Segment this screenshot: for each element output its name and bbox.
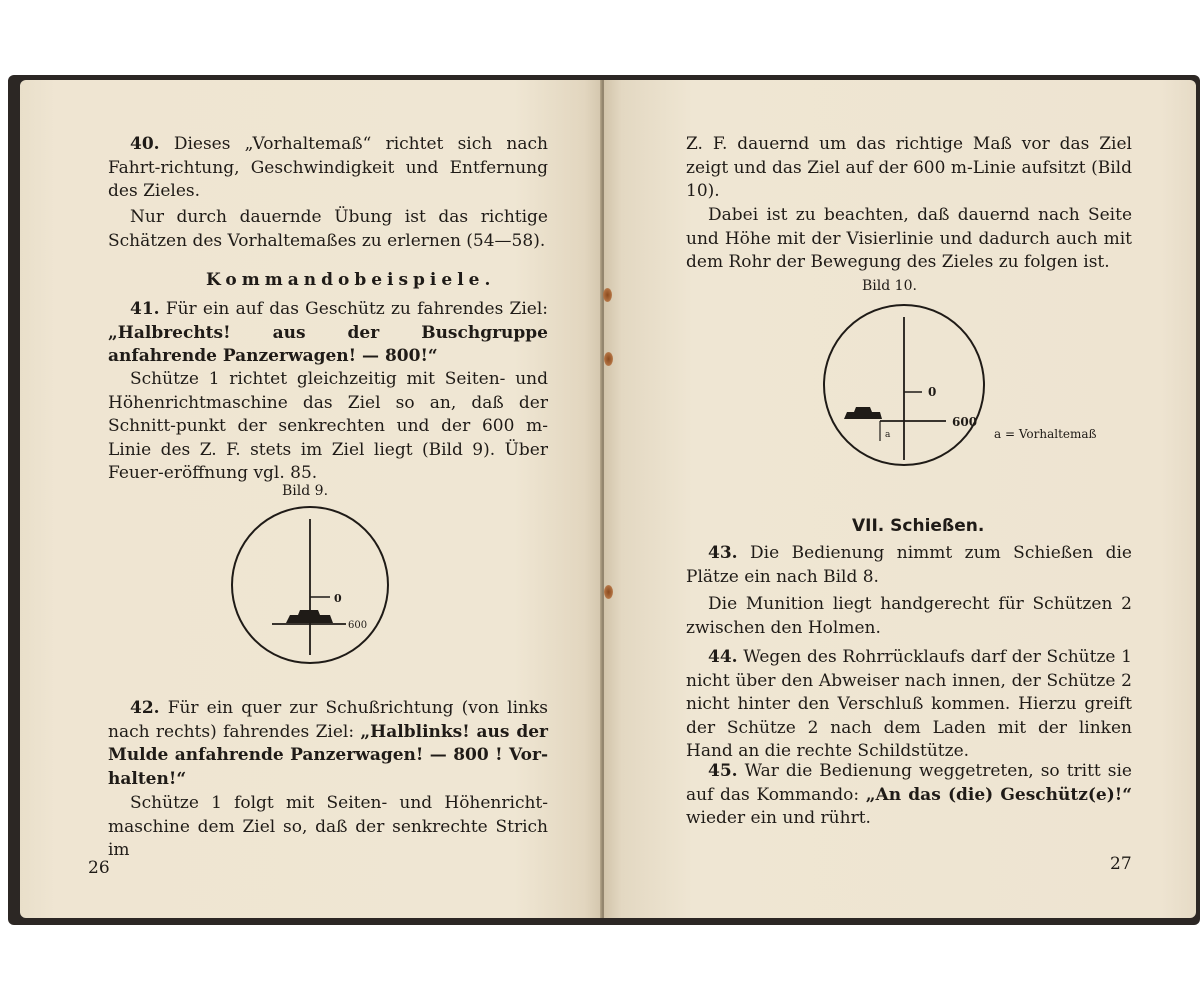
command-text: „Halbrechts! aus der Buschgruppe anfahrende Panzerwagen! — 800!“ [108, 322, 548, 366]
reticle-label-0: 0 [928, 385, 937, 399]
paragraph-text: War die Bedienung weggetreten, so tritt sie auf das Kommando: [686, 761, 1132, 805]
paragraph-text: Für ein quer zur Schußrichtung (von links nach rechts) fahrendes Ziel: [108, 698, 549, 742]
paragraph-number: 42. [130, 698, 160, 718]
paragraph-number: 44. [708, 647, 738, 667]
paragraph-40a [108, 133, 548, 204]
figure-10-legend: a = Vorhaltemaß [994, 427, 1097, 441]
paper-stain [604, 352, 613, 366]
paragraph-text: Schütze 1 folgt mit Seiten- und Höhenricht-maschine dem Ziel so, daß der senkrechte Strich im [108, 793, 548, 860]
paragraph-43b [686, 593, 1132, 640]
figure-10-sight-reticle [814, 295, 1014, 480]
paragraph-text: Die Bedienung nimmt zum Schießen die Plätze ein nach Bild 8. [686, 543, 1132, 587]
paragraph-42b [108, 792, 548, 863]
paragraph-number: 40. [130, 134, 160, 154]
paragraph-number: 41. [130, 299, 160, 319]
section-heading: Kommandobeispiele. [206, 270, 496, 290]
section-title: VII. Schießen. [852, 516, 985, 536]
paragraph-42 [108, 697, 548, 791]
paragraph-41 [108, 298, 548, 369]
left-page [20, 80, 602, 918]
page-number-left: 26 [88, 858, 110, 878]
right-page [604, 80, 1196, 918]
paragraph-number: 43. [708, 543, 738, 563]
paragraph-text: Nur durch dauernde Übung ist das richtige Schätzen des Vorhaltemaßes zu erlernen (54—58). [108, 207, 548, 251]
paragraph-text: Wegen des Rohrrücklaufs darf der Schütze 1 nicht über den Abweiser nach innen, der Schütze 2 nicht hinter den Verschluß kommen. Hierzu greift der Schütze 2 nach dem Laden mit der linken Hand an die rechte Schildstütze. [686, 647, 1132, 761]
paper-stain [603, 288, 612, 302]
figure-10-caption: Bild 10. [862, 278, 917, 294]
reticle-label-600: 600 [348, 620, 368, 631]
command-text: „Halblinks! aus der Mulde anfahrende Panzerwagen! — 800 ! Vor-halten!“ [108, 721, 549, 789]
paragraph-text: Schütze 1 richtet gleichzeitig mit Seiten- und Höhenrichtmaschine das Ziel so an, daß der Schnitt-punkt der senkrechten und der 600 m-Linie des Z. F. stets im Ziel liegt (Bild 9). Über Feuer-eröffnung vgl. 85. [108, 369, 548, 483]
page-number-right: 27 [1110, 854, 1132, 874]
paragraph-continued [686, 133, 1132, 204]
paragraph-text: Dieses „Vorhaltemaß“ richtet sich nach Fahrt-richtung, Geschwindigkeit und Entfernung des Zieles. [108, 134, 548, 201]
paragraph-text-end: wieder ein und rührt. [686, 808, 871, 828]
paragraph-text: Dabei ist zu beachten, daß dauernd nach Seite und Höhe mit der Visierlinie und dadurch auch mit dem Rohr der Bewegung des Zieles zu folgen ist. [686, 205, 1132, 272]
paragraph-44 [686, 646, 1132, 764]
paragraph-45 [686, 760, 1132, 831]
command-text: „An das (die) Geschütz(e)!“ [865, 784, 1132, 805]
paragraph-41b [108, 368, 548, 486]
figure-9-sight-reticle [220, 505, 400, 675]
reticle-label-0: 0 [334, 592, 342, 605]
tank-target-icon [286, 610, 333, 623]
paragraph-text: Für ein auf das Geschütz zu fahrendes Ziel: [165, 299, 548, 319]
tank-target-icon [844, 407, 882, 419]
paper-stain [604, 585, 613, 599]
reticle-label-600: 600 [952, 415, 978, 429]
paragraph-continued-2 [686, 204, 1132, 275]
paragraph-43 [686, 542, 1132, 589]
paragraph-number: 45. [708, 761, 738, 781]
paragraph-text: Z. F. dauernd um das richtige Maß vor das Ziel zeigt und das Ziel auf der 600 m-Linie aufsitzt (Bild 10). [686, 134, 1132, 201]
reticle-label-a: a [885, 430, 891, 440]
figure-9-caption: Bild 9. [282, 483, 329, 499]
paragraph-text: Die Munition liegt handgerecht für Schützen 2 zwischen den Holmen. [686, 594, 1132, 638]
paragraph-40b [108, 206, 548, 253]
